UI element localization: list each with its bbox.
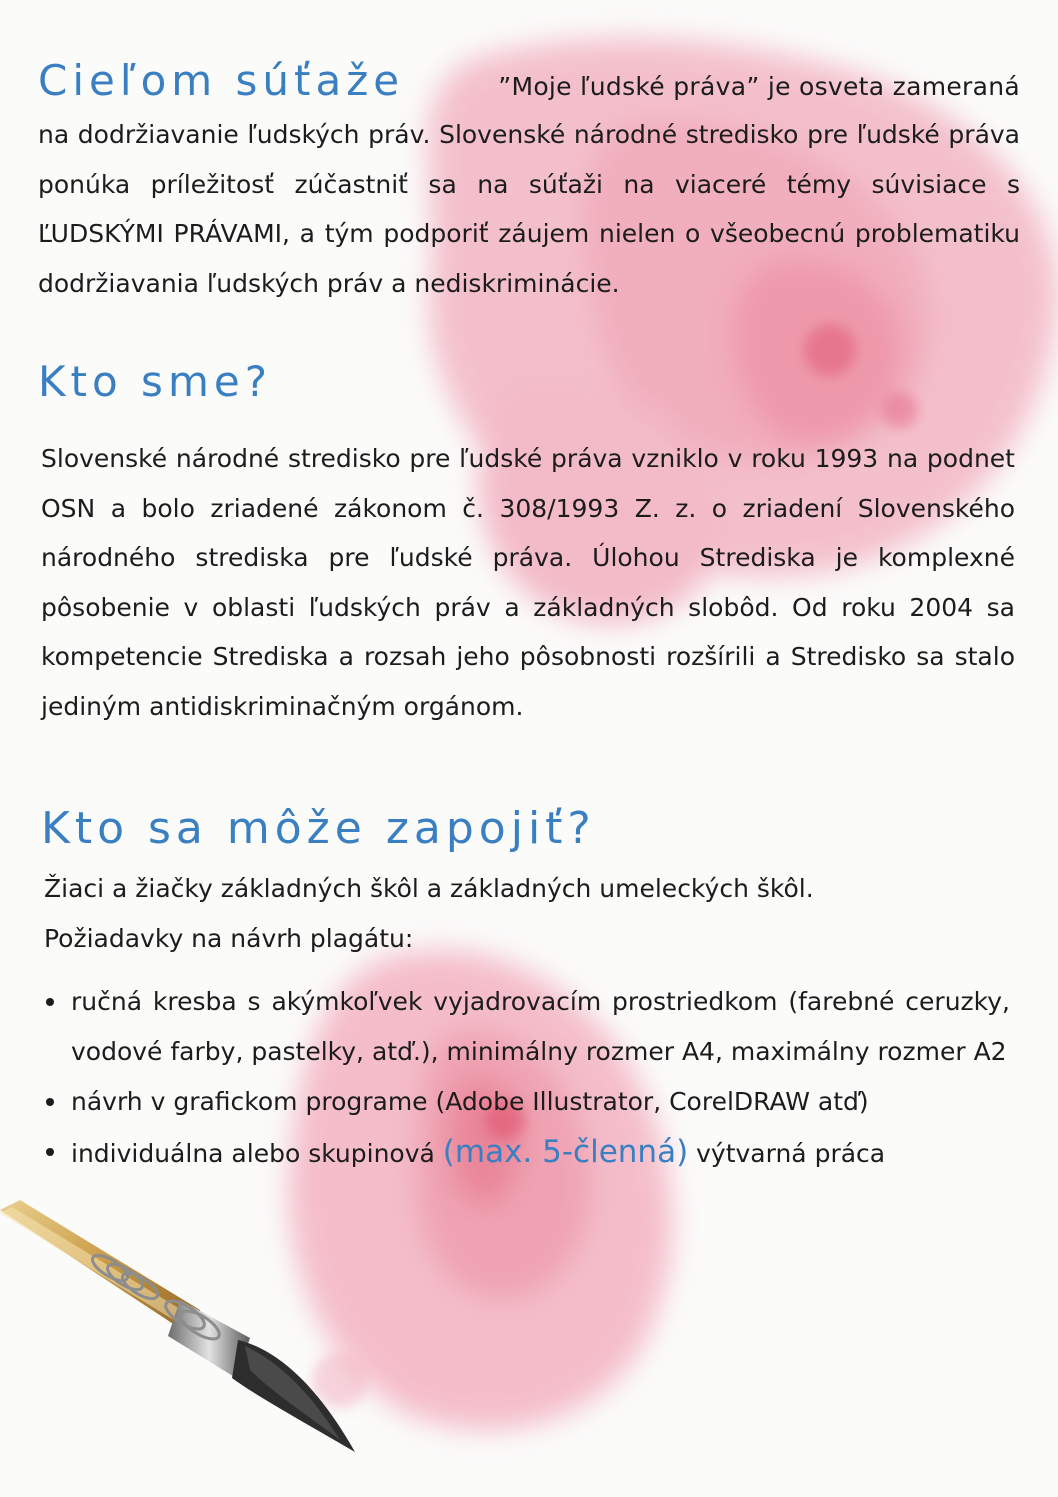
list-item-text: ručná kresba s akýmkoľvek vyjadrovacím prostriedkom (farebné ceruzky, vodové farby, pastelky, atď.), minimálny rozmer A4, maximálny rozmer A2 bbox=[71, 987, 1010, 1066]
intro-section bbox=[38, 52, 1020, 308]
intro-first-line-text: ”Moje ľudské práva” je osveta zameraná bbox=[498, 72, 1020, 101]
list-item bbox=[44, 1077, 1010, 1127]
bullet-icon bbox=[46, 1098, 54, 1106]
about-text: Slovenské národné stredisko pre ľudské práva vzniklo v roku 1993 na podnet OSN a bolo zriadené zákonom č. 308/1993 Z. z. o zriadení Slovenského národného strediska pre ľudské práva. Úlohou Strediska je komplexné pôsobenie v oblasti ľudských práv a základných slobôd. Od roku 2004 sa kompetencie Strediska a rozsah jeho pôsobnosti rozšírili a Stredisko sa stalo jediným antidiskriminačným orgánom. bbox=[41, 444, 1015, 721]
requirements-label: Požiadavky na návrh plagátu: bbox=[44, 924, 414, 953]
intro-heading: Cieľom súťaže bbox=[38, 56, 405, 105]
list-item-text-before: individuálna alebo skupinová bbox=[71, 1139, 443, 1168]
team-size-highlight: (max. 5-členná) bbox=[442, 1134, 689, 1170]
list-item bbox=[44, 977, 1010, 1077]
list-item bbox=[44, 1127, 1010, 1179]
bullet-icon bbox=[46, 998, 54, 1006]
about-heading: Kto sme? bbox=[38, 357, 272, 406]
requirements-list bbox=[44, 977, 1010, 1179]
participants-intro bbox=[44, 864, 1014, 964]
intro-text: na dodržiavanie ľudských práv. Slovenské národné stredisko pre ľudské práva ponúka príležitosť zúčastniť sa na súťaži na viaceré témy súvisiace s ĽUDSKÝMI PRÁVAMI, a tým podporiť záujem nielen o všeobecnú problematiku dodržiavania ľudských práv a nediskriminácie. bbox=[38, 120, 1020, 298]
list-item-text: návrh v grafickom programe (Adobe Illustrator, CorelDRAW atď) bbox=[71, 1087, 869, 1116]
participants-heading: Kto sa môže zapojiť? bbox=[41, 803, 596, 854]
participants-eligibility: Žiaci a žiačky základných škôl a základných umeleckých škôl. bbox=[44, 874, 814, 903]
bullet-icon bbox=[46, 1148, 54, 1156]
list-item-text-after: výtvarná práca bbox=[688, 1139, 886, 1168]
intro-first-line bbox=[38, 52, 1020, 110]
